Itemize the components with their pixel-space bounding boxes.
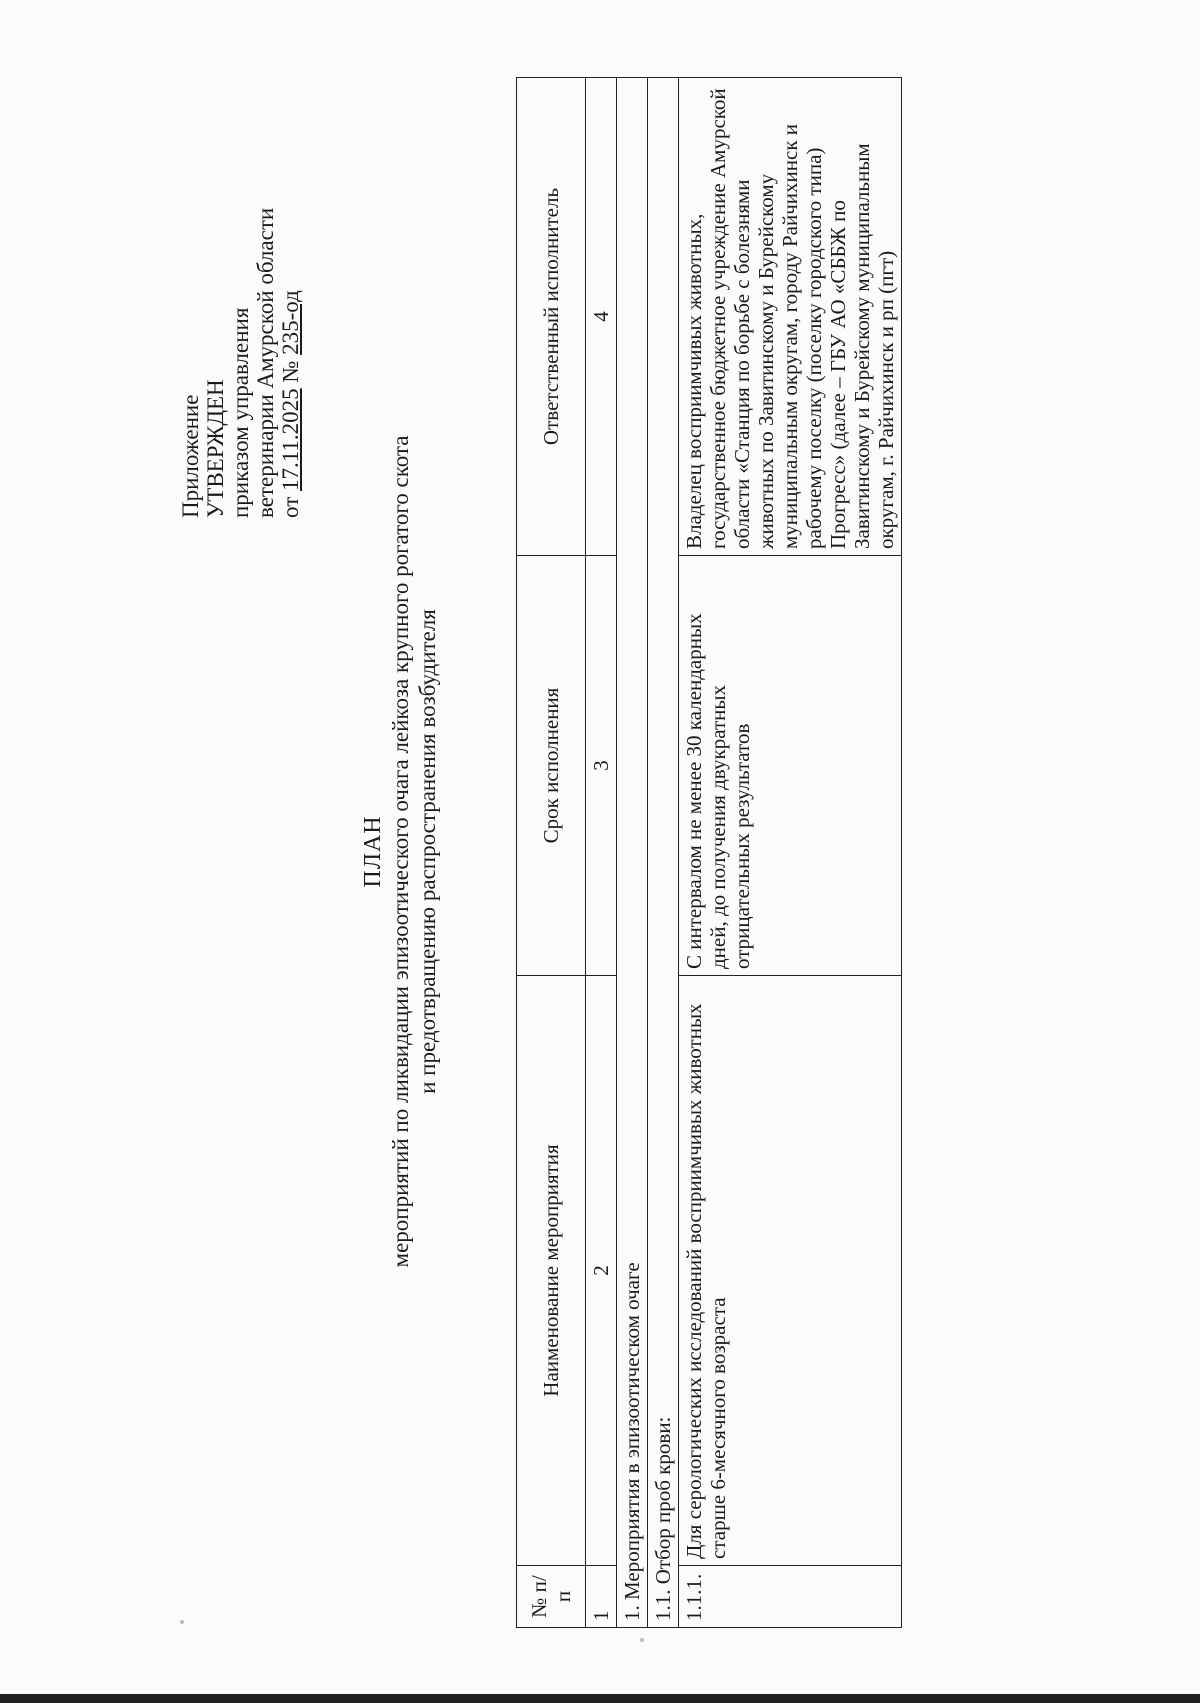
header-term: Срок исполнения (517, 556, 586, 976)
row-term: С интервалом не менее 30 календарных дней, до получения двукратных отрицательных результатов (679, 556, 902, 976)
approval-department: ветеринарии Амурской области (253, 207, 278, 518)
row-responsible: Владелец восприимчивых животных, государственное бюджетное учреждение Амурской области «Станция по борьбе с болезнями животных по Завитинскому и Бурейскому муниципальным округам, городу Райчихинск и рабочему поселку (поселку городского типа) Прогресс» (далее – ГБУ АО «СББЖ по Завитинскому и Бурейскому муниципальным округам, г. Райчихинск и рп (пгт) (679, 78, 902, 556)
index-cell-2: 2 (586, 976, 617, 1566)
header-number: № п/п (517, 1566, 586, 1628)
section-title: 1. Мероприятия в эпизоотическом очаге (617, 78, 648, 1628)
approval-date: 17.11.2025 (278, 388, 303, 491)
approval-order-of: приказом управления (228, 307, 253, 518)
header-responsible: Ответственный исполнитель (517, 78, 586, 556)
row-number: 1.1.1. (679, 1566, 902, 1628)
table-index-row (586, 78, 617, 1628)
scan-bottom-edge (0, 1694, 1200, 1703)
approval-block (178, 58, 303, 518)
approval-approved: УТВЕРЖДЕН (203, 379, 228, 518)
section-row (617, 78, 648, 1628)
plan-table (516, 77, 902, 1628)
title-line2: и предотвращению распространения возбудителя (415, 609, 440, 1094)
title-line1: мероприятий по ликвидации эпизоотического очага лейкоза крупного рогатого скота (388, 435, 413, 1268)
approval-num-sign: № (278, 360, 303, 383)
scan-speck (640, 1638, 644, 1642)
approval-date-line (278, 58, 303, 518)
document-title (360, 0, 441, 1703)
approval-appendix: Приложение (178, 394, 203, 518)
index-cell-3: 3 (586, 556, 617, 976)
index-cell-4: 4 (586, 78, 617, 556)
approval-number: 235-од (278, 290, 303, 355)
scan-speck (180, 1620, 184, 1624)
subsection-row (648, 78, 679, 1628)
approval-from: от (278, 496, 303, 518)
table-header-row (517, 78, 586, 1628)
row-name: Для серологических исследований восприимчивых животных старше 6-месячного возраста (679, 976, 902, 1566)
index-cell-1: 1 (586, 1566, 617, 1628)
table-row (679, 78, 902, 1628)
subsection-title: 1.1. Отбор проб крови: (648, 78, 679, 1628)
title-heading: ПЛАН (360, 815, 386, 888)
header-name: Наименование мероприятия (517, 976, 586, 1566)
